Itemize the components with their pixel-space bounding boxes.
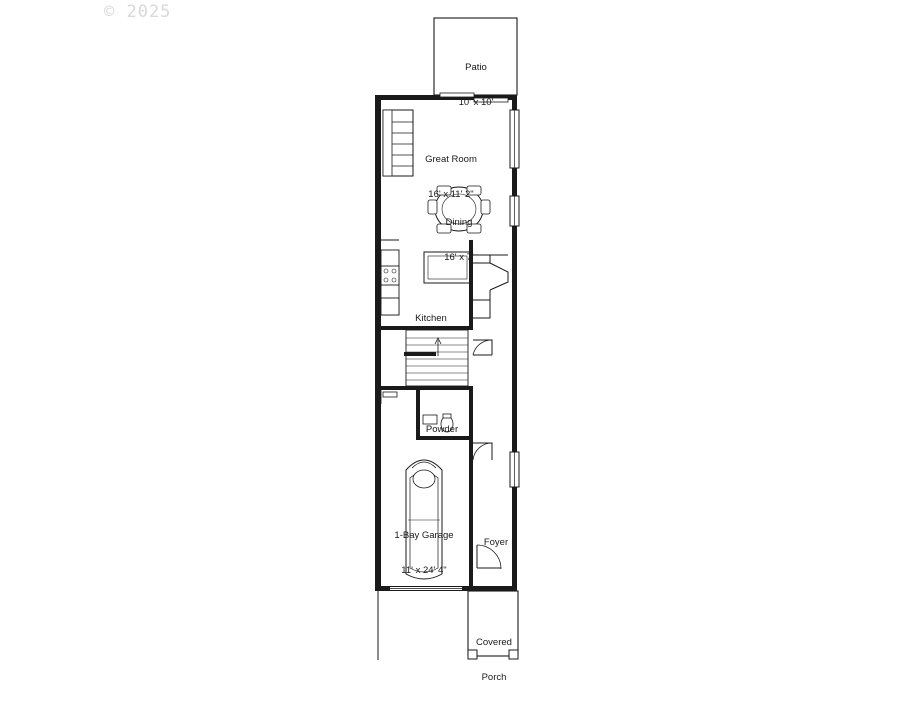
room-label-garage <box>379 507 469 599</box>
sofa-icon <box>383 110 413 176</box>
room-label-dining <box>424 194 494 286</box>
room-label-patio <box>436 39 516 131</box>
room-label-kitchen <box>396 290 466 348</box>
room-label-covered-porch <box>458 614 530 706</box>
room-dims: 11' x 24' 4" <box>401 564 447 576</box>
room-name: Dining <box>445 217 473 228</box>
room-name: Great Room <box>425 154 477 165</box>
room-dims: 10' x 10' <box>458 96 494 108</box>
room-name: Powder <box>425 424 459 435</box>
room-name: Kitchen <box>415 313 447 324</box>
door-swing-icon-stair <box>473 340 492 355</box>
copyright-watermark: © 2025 <box>104 2 172 22</box>
room-name: Covered <box>476 637 512 648</box>
room-dims: 16' x 7' <box>444 251 474 263</box>
room-name: Foyer <box>483 537 509 548</box>
room-dims: Porch <box>481 671 507 683</box>
room-label-powder <box>407 401 477 459</box>
room-name: Patio <box>465 62 487 73</box>
room-dims: 16' x 11' 2" <box>428 188 474 200</box>
room-name: 1-Bay Garage <box>394 530 454 541</box>
room-label-foyer <box>472 514 520 572</box>
wall-ticks <box>381 390 397 404</box>
